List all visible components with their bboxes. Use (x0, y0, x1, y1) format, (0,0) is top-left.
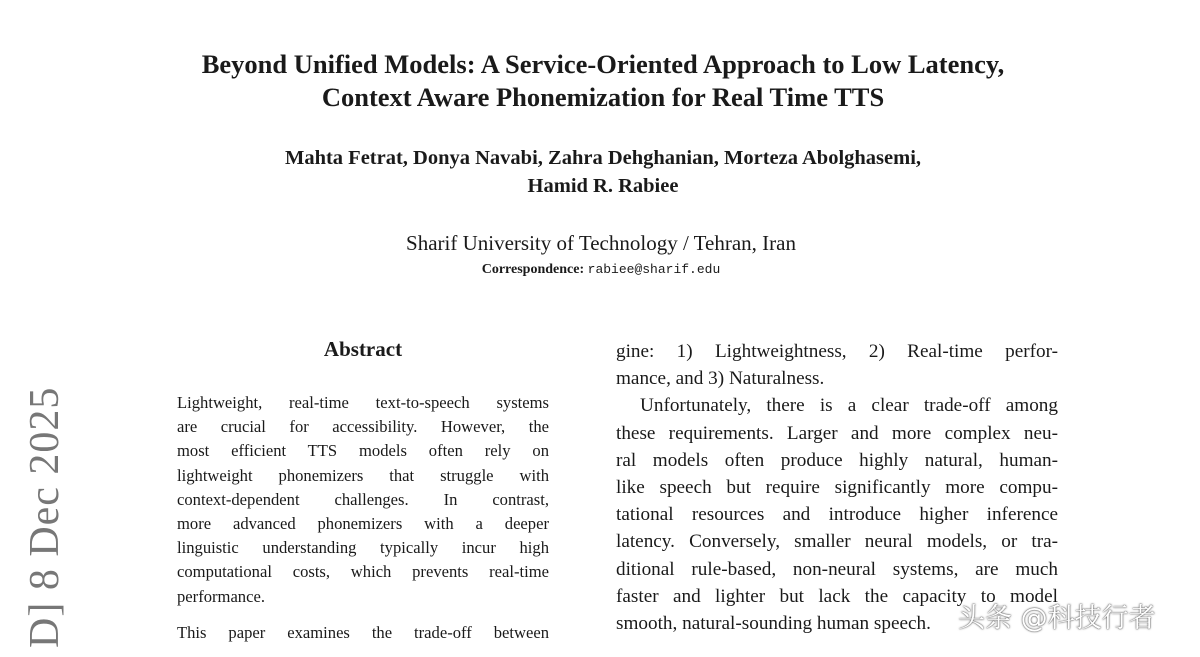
text-line: context-dependent challenges. In contrast, (177, 489, 549, 509)
abstract-heading: Abstract (323, 337, 403, 361)
title-line: Beyond Unified Models: A Service-Oriented Approach to Low Latency, (201, 49, 1005, 79)
paper-title (0, 48, 1200, 114)
abstract-paragraph (177, 391, 549, 609)
text-line: linguistic understanding typically incur high (177, 538, 549, 558)
text-line: latency. Conversely, smaller neural models, or tra- (616, 531, 1058, 553)
introduction-column (616, 338, 1058, 637)
text-line: like speech but require significantly more compu- (616, 477, 1058, 499)
correspondence-label: Correspondence: (481, 262, 585, 277)
text-line: are crucial for accessibility. However, the (177, 417, 549, 437)
text-line: smooth, natural-sounding human speech. (616, 613, 931, 635)
text-line: faster and lighter but lack the capacity to model (616, 585, 1058, 607)
author-list (0, 144, 1200, 200)
correspondence (0, 262, 1200, 278)
arxiv-stamp: D] 8 Dec 2025 (22, 386, 68, 648)
affiliation: Sharif University of Technology / Tehran, Iran (406, 231, 796, 255)
correspondence-email[interactable]: rabiee@sharif.edu (587, 262, 721, 277)
title-line: Context Aware Phonemization for Real Time TTS (321, 82, 885, 112)
author-line: Mahta Fetrat, Donya Navabi, Zahra Dehghanian, Morteza Abolghasemi, (284, 147, 922, 169)
abstract-body (177, 391, 549, 657)
abstract-paragraph (177, 621, 549, 645)
watermark: 头条 @科技行者 (958, 603, 1156, 634)
author-line: Hamid R. Rabiee (527, 175, 679, 197)
text-line: This paper examines the trade-off between (177, 622, 549, 642)
text-line: more advanced phonemizers with a deeper (177, 514, 549, 534)
text-line: most efficient TTS models often rely on (177, 441, 549, 461)
text-line: tational resources and introduce higher inference (616, 504, 1058, 526)
text-line: Lightweight, real-time text-to-speech systems (177, 393, 549, 412)
text-line: these requirements. Larger and more complex neu- (616, 422, 1058, 444)
text-line: performance. (177, 586, 265, 606)
text-line: lightweight phonemizers that struggle with (177, 465, 549, 485)
text-line: mance, and 3) Naturalness. (616, 368, 825, 390)
text-line: gine: 1) Lightweightness, 2) Real-time perfor- (616, 341, 1058, 362)
text-line: computational costs, which prevents real-time (177, 562, 549, 582)
text-line: ral models often produce highly natural, human- (616, 449, 1058, 471)
text-line: ditional rule-based, non-neural systems, are much (616, 558, 1058, 580)
text-line: Unfortunately, there is a clear trade-off among (640, 395, 1058, 417)
